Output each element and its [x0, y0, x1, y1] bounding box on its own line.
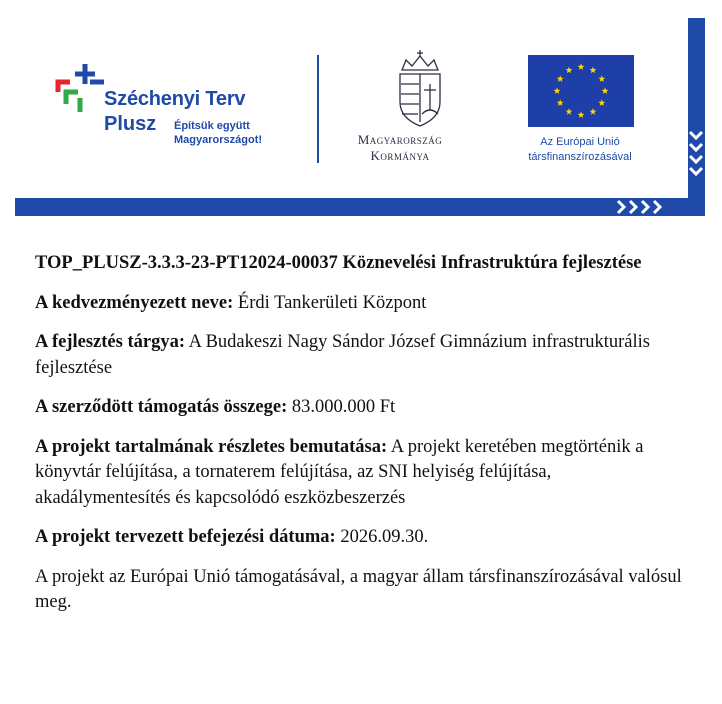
subject-value: A Budakeszi Nagy Sándor József Gimnázium infrastrukturális fejlesztése: [35, 332, 650, 378]
completion-row: [35, 525, 685, 551]
eu-caption-line-1: Az Európai Unió: [540, 136, 620, 148]
funding-banner: [0, 0, 722, 222]
slogan-line-2: Magyarországot!: [174, 134, 263, 146]
government-name: [346, 132, 454, 164]
eu-caption-line-2: társfinanszírozásával: [528, 151, 632, 163]
banner-bottom-bar: [15, 198, 705, 216]
banner-side-bar: [688, 18, 705, 198]
slogan-line-1: Építsük együtt: [174, 120, 250, 132]
details-row: [35, 435, 685, 512]
footer-note: A projekt az Európai Unió támogatásával, a magyar állam társfinanszírozásával valósul meg.: [35, 566, 682, 612]
details-value: A projekt keretében megtörténik a könyvtár felújítása, a tornaterem felújítása, az SNI helyiség felújítása, akadálymentesítés és kapcsolódó eszközbeszerzés: [35, 436, 644, 508]
project-title: TOP_PLUSZ-3.3.3-23-PT12024-00037 Köznevelési Infrastruktúra fejlesztése: [35, 253, 642, 273]
coat-of-arms-icon: [400, 50, 440, 126]
eu-caption: [520, 135, 640, 165]
grant-row: [35, 395, 685, 421]
szechenyi-plusz: Plusz: [104, 113, 157, 135]
completion-label: A projekt tervezett befejezési dátuma:: [35, 527, 336, 547]
details-label: A projekt tartalmának részletes bemutatása:: [35, 436, 388, 457]
government-line-1: Magyarország: [357, 132, 443, 147]
banner-graphics: [0, 0, 722, 222]
subject-label: A fejlesztés tárgya:: [35, 332, 185, 352]
beneficiary-label: A kedvezményezett neve:: [35, 292, 234, 313]
grant-label: A szerződött támogatás összege:: [35, 397, 288, 417]
subject-row: [35, 330, 685, 381]
szechenyi-cross-icon: [58, 64, 104, 112]
beneficiary-row: [35, 291, 685, 317]
grant-value: 83.000.000 Ft: [291, 397, 396, 417]
szechenyi-title: Széchenyi Terv: [104, 88, 246, 110]
completion-value: 2026.09.30.: [340, 527, 429, 547]
government-line-2: Kormánya: [370, 148, 430, 163]
szechenyi-slogan: [174, 119, 262, 147]
beneficiary-value: Érdi Tankerületi Központ: [237, 292, 427, 313]
project-info: [35, 251, 685, 616]
